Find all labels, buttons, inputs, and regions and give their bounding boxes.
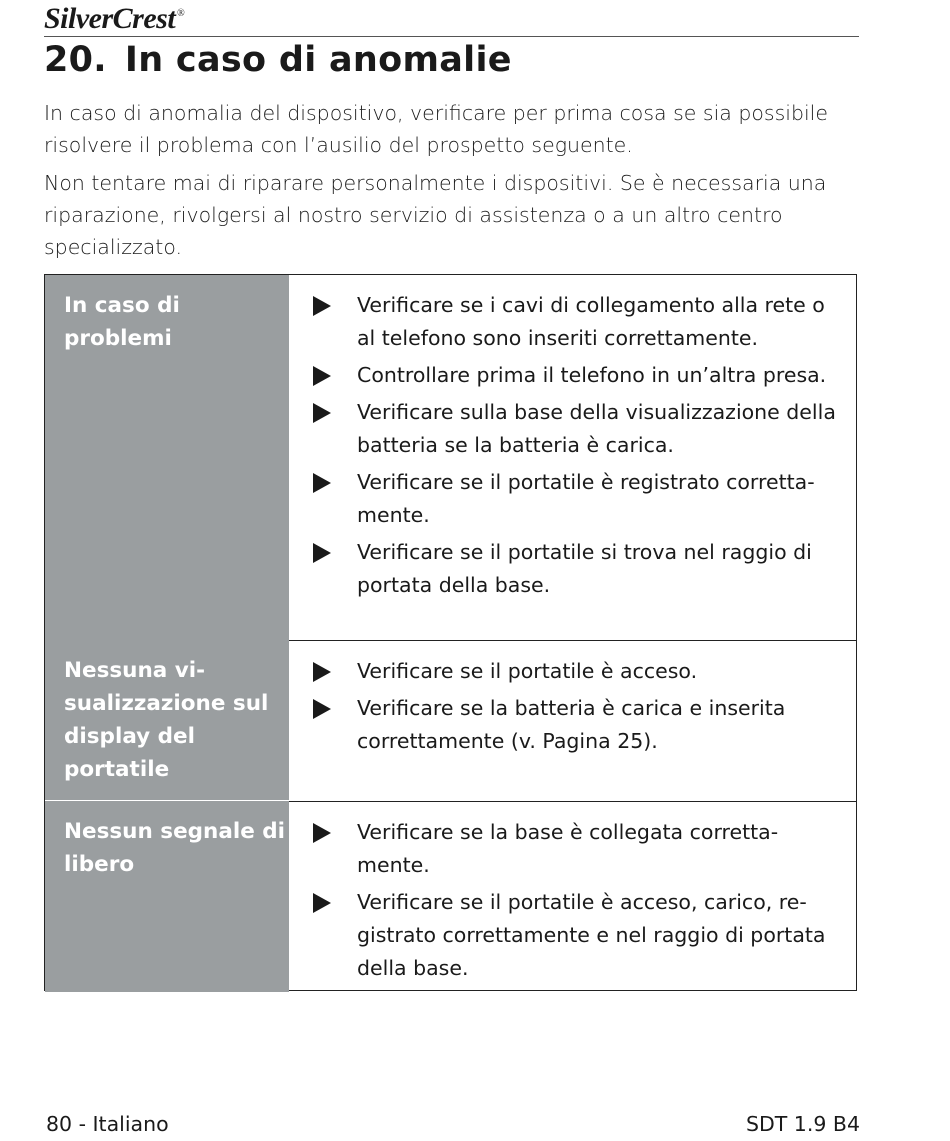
model-number: SDT 1.9 B4 [745,1112,860,1136]
intro-text [44,97,864,269]
list-item: Verificare se il portatile è acceso, carico, re-gistrato correttamente e nel raggio di portata della base. [311,886,846,985]
intro-paragraph-2: Non tentare mai di riparare personalmente i dispositivi. Se è necessaria una riparazione, rivolgersi al nostro servizio di assistenza o a un altro centro specializzato. [44,171,827,259]
brand-logo: SilverCrest ® [44,2,185,35]
bullet-triangle-icon [313,893,331,913]
page-number: 80 - Italiano [46,1112,169,1136]
list-item: Verificare se il portatile è acceso. [311,655,846,688]
problem-label: Nessuna vi-sualizzazione sul display del portatile [45,640,289,803]
section-number: 20. [44,40,107,80]
bullet-triangle-icon [313,366,331,386]
bullet-triangle-icon [313,662,331,682]
troubleshooting-table [44,274,857,991]
list-item: Controllare prima il telefono in un’altra presa. [311,359,846,392]
list-item: Verificare se il portatile è registrato corretta-mente. [311,466,846,532]
section-title: In caso di anomalie [124,40,512,80]
list-item: Verificare se i cavi di collegamento alla rete o al telefono sono inseriti correttamente. [311,289,846,355]
bullet-triangle-icon [313,823,331,843]
solution-list [289,275,856,640]
section-heading [44,40,512,80]
bullet-triangle-icon [313,543,331,563]
problem-label: Nessun segnale di libero [45,801,289,993]
list-item: Verificare se la batteria è carica e inserita correttamente (v. Pagina 25). [311,692,846,758]
problem-label: In caso di problemi [45,275,289,640]
table-row [45,640,856,802]
solution-list [289,641,856,802]
bullet-triangle-icon [313,403,331,423]
list-item: Verificare se il portatile si trova nel raggio di portata della base. [311,536,846,602]
registered-mark: ® [177,8,185,19]
list-item: Verificare sulla base della visualizzazione della batteria se la batteria è carica. [311,396,846,462]
header-divider [44,36,859,37]
table-row [45,275,856,640]
list-item: Verificare se la base è collegata corretta-mente. [311,816,846,882]
bullet-triangle-icon [313,473,331,493]
solution-list [289,802,856,992]
table-row [45,801,856,992]
intro-paragraph-1: In caso di anomalia del dispositivo, verificare per prima cosa se sia possibile risolvere il problema con l’ausilio del prospetto seguente. [44,101,828,157]
bullet-triangle-icon [313,699,331,719]
bullet-triangle-icon [313,296,331,316]
